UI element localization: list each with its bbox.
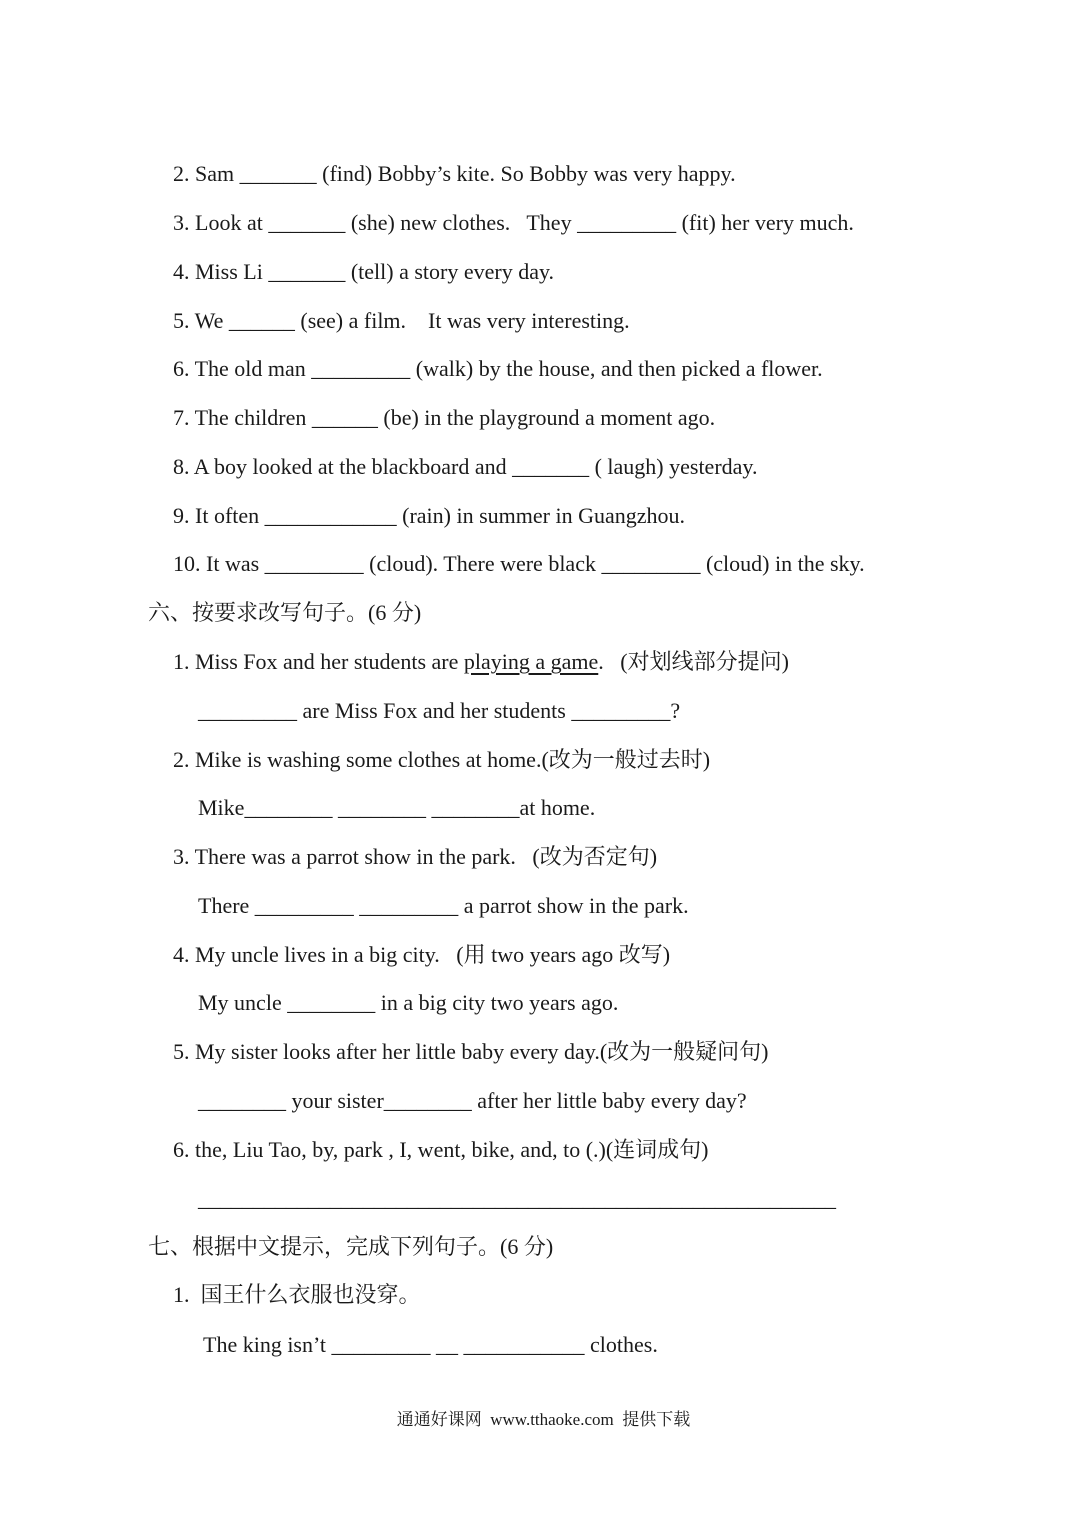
rewrite-answer-4: My uncle ________ in a big city two years ago. — [198, 990, 619, 1015]
rewrite-answer-2: Mike________ ________ ________at home. — [198, 795, 596, 820]
rewrite-question-5: 5. My sister looks after her little baby every day.(改为一般疑问句) — [173, 1039, 769, 1064]
question-item-8: 8. A boy looked at the blackboard and _______ ( laugh) yesterday. — [173, 454, 758, 479]
section-heading-7: 七、根据中文提示，完成下列句子。(6 分) — [148, 1234, 554, 1259]
question-item-3: 3. Look at _______ (she) new clothes. They _________ (fit) her very much. — [173, 210, 854, 235]
question-item-2: 2. Sam _______ (find) Bobby’s kite. So Bobby was very happy. — [173, 161, 736, 186]
rewrite-question-1-prefix: 1. Miss Fox and her students are — [173, 649, 464, 674]
rewrite-question-6: 6. the, Liu Tao, by, park , I, went, bike, and, to (.)(连词成句) — [173, 1137, 709, 1162]
rewrite-question-2: 2. Mike is washing some clothes at home.(改为一般过去时) — [173, 747, 711, 772]
rewrite-question-1-suffix: . (对划线部分提问) — [598, 649, 789, 674]
rewrite-answer-6: __________________________________________________________ — [198, 1186, 836, 1211]
translation-answer-1: The king isn’t _________ __ ___________ clothes. — [203, 1332, 658, 1357]
question-item-10: 10. It was _________ (cloud). There were black _________ (cloud) in the sky. — [173, 551, 865, 576]
question-item-7: 7. The children ______ (be) in the playground a moment ago. — [173, 405, 716, 430]
rewrite-answer-3: There _________ _________ a parrot show in the park. — [198, 893, 689, 918]
rewrite-question-4: 4. My uncle lives in a big city. (用 two years ago 改写) — [173, 942, 671, 967]
rewrite-answer-5: ________ your sister________ after her little baby every day? — [198, 1088, 747, 1113]
section-heading-6: 六、按要求改写句子。(6 分) — [148, 600, 422, 625]
rewrite-question-1 — [173, 648, 789, 676]
question-item-6: 6. The old man _________ (walk) by the house, and then picked a flower. — [173, 356, 823, 381]
underlined-phrase: playing a game — [463, 649, 599, 674]
question-item-9: 9. It often ____________ (rain) in summer in Guangzhou. — [173, 503, 686, 528]
question-item-4: 4. Miss Li _______ (tell) a story every day. — [173, 259, 555, 284]
translation-question-1: 1. 国王什么衣服也没穿。 — [173, 1282, 421, 1307]
rewrite-answer-1: _________ are Miss Fox and her students _________? — [198, 698, 681, 723]
question-item-5: 5. We ______ (see) a film. It was very interesting. — [173, 308, 630, 333]
footer-watermark: 通通好课网 www.tthaoke.com 提供下载 — [396, 1410, 691, 1429]
rewrite-question-3: 3. There was a parrot show in the park. (改为否定句) — [173, 844, 658, 869]
